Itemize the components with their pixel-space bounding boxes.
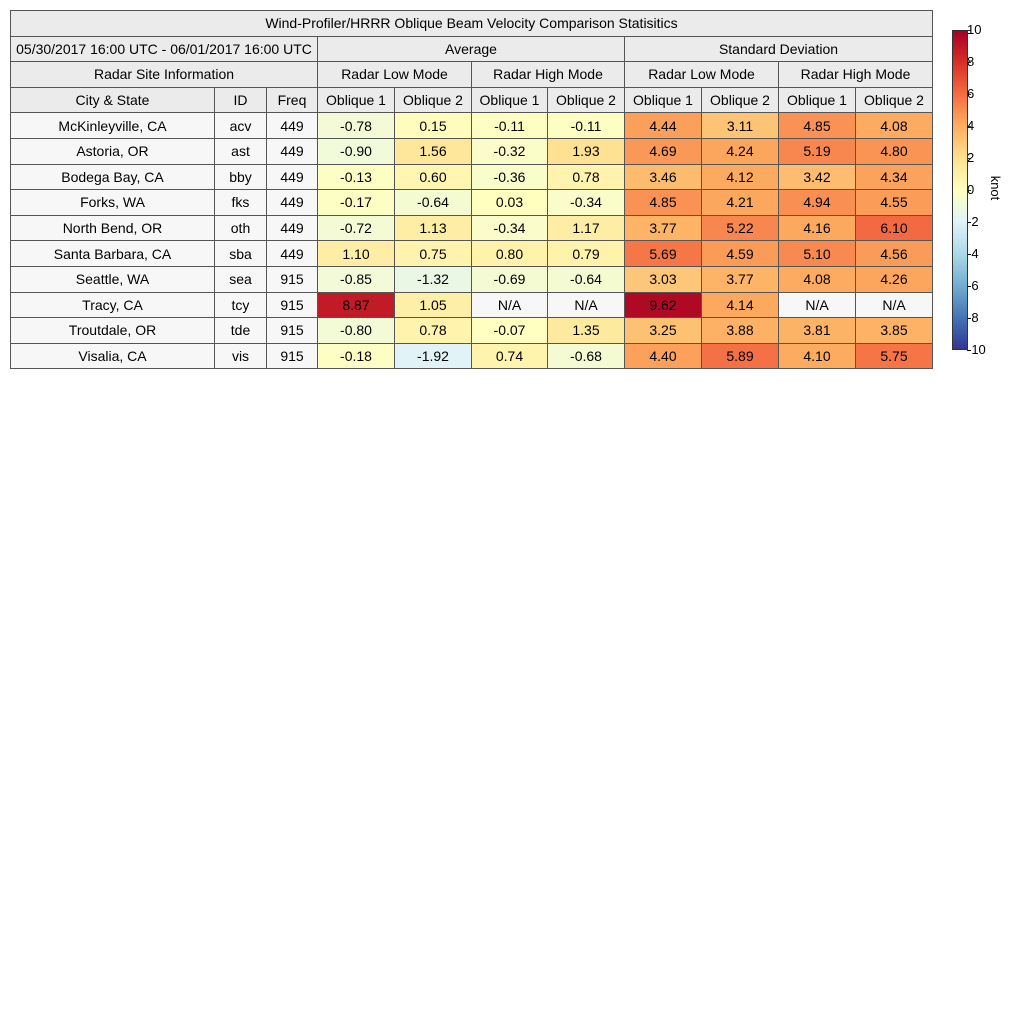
table-row [11, 292, 933, 318]
site-id-cell: acv [215, 113, 267, 139]
site-freq-cell: 449 [267, 215, 318, 241]
value-cell: 0.15 [395, 113, 472, 139]
value-cell: -0.64 [548, 266, 625, 292]
site-id-cell: ast [215, 138, 267, 164]
value-cell: 3.46 [625, 164, 702, 190]
value-cell: 1.17 [548, 215, 625, 241]
value-cell: 4.24 [702, 138, 779, 164]
column-header: Oblique 2 [702, 87, 779, 113]
site-id-cell: vis [215, 343, 267, 369]
value-cell: -0.13 [318, 164, 395, 190]
table-row [11, 164, 933, 190]
site-freq-cell: 449 [267, 241, 318, 267]
site-name-cell: Bodega Bay, CA [11, 164, 215, 190]
date-range: 05/30/2017 16:00 UTC - 06/01/2017 16:00 UTC [11, 36, 318, 62]
site-id-cell: tde [215, 318, 267, 344]
value-cell: 5.69 [625, 241, 702, 267]
site-name-cell: Forks, WA [11, 190, 215, 216]
site-id-cell: sba [215, 241, 267, 267]
site-name-cell: Santa Barbara, CA [11, 241, 215, 267]
site-id-cell: sea [215, 266, 267, 292]
column-header: City & State [11, 87, 215, 113]
value-cell: -0.07 [472, 318, 548, 344]
site-name-cell: Seattle, WA [11, 266, 215, 292]
value-cell: 4.16 [779, 215, 856, 241]
value-cell: 3.88 [702, 318, 779, 344]
column-header: ID [215, 87, 267, 113]
site-id-cell: fks [215, 190, 267, 216]
mode-header: Radar High Mode [779, 62, 933, 88]
value-cell: -1.92 [395, 343, 472, 369]
value-cell: -0.34 [472, 215, 548, 241]
value-cell: -0.36 [472, 164, 548, 190]
site-id-cell: bby [215, 164, 267, 190]
value-cell: -1.32 [395, 266, 472, 292]
value-cell: -0.34 [548, 190, 625, 216]
column-header: Oblique 1 [318, 87, 395, 113]
value-cell: -0.64 [395, 190, 472, 216]
value-cell: -0.90 [318, 138, 395, 164]
value-cell: 5.19 [779, 138, 856, 164]
value-cell: 4.26 [856, 266, 933, 292]
group-stddev: Standard Deviation [625, 36, 933, 62]
value-cell: -0.85 [318, 266, 395, 292]
value-cell: 1.56 [395, 138, 472, 164]
value-cell: -0.18 [318, 343, 395, 369]
value-cell: 1.13 [395, 215, 472, 241]
value-cell: -0.17 [318, 190, 395, 216]
site-name-cell: Troutdale, OR [11, 318, 215, 344]
value-cell: 1.05 [395, 292, 472, 318]
site-freq-cell: 449 [267, 164, 318, 190]
value-cell: -0.11 [548, 113, 625, 139]
value-cell: 3.85 [856, 318, 933, 344]
column-header: Oblique 1 [625, 87, 702, 113]
value-cell: N/A [472, 292, 548, 318]
stats-table [10, 10, 933, 369]
value-cell: 4.59 [702, 241, 779, 267]
mode-header: Radar Low Mode [318, 62, 472, 88]
value-cell: 0.03 [472, 190, 548, 216]
group-average: Average [318, 36, 625, 62]
column-header: Oblique 2 [395, 87, 472, 113]
table-row [11, 138, 933, 164]
value-cell: 0.75 [395, 241, 472, 267]
site-id-cell: tcy [215, 292, 267, 318]
value-cell: -0.69 [472, 266, 548, 292]
column-header: Oblique 1 [472, 87, 548, 113]
site-name-cell: Tracy, CA [11, 292, 215, 318]
value-cell: N/A [548, 292, 625, 318]
value-cell: 4.80 [856, 138, 933, 164]
table-row [11, 343, 933, 369]
site-freq-cell: 449 [267, 113, 318, 139]
value-cell: 5.10 [779, 241, 856, 267]
site-freq-cell: 915 [267, 266, 318, 292]
table-row [11, 190, 933, 216]
column-header: Oblique 1 [779, 87, 856, 113]
site-freq-cell: 915 [267, 292, 318, 318]
value-cell: 4.94 [779, 190, 856, 216]
site-name-cell: Astoria, OR [11, 138, 215, 164]
value-cell: 4.55 [856, 190, 933, 216]
value-cell: 4.21 [702, 190, 779, 216]
site-info-header: Radar Site Information [11, 62, 318, 88]
value-cell: 3.77 [625, 215, 702, 241]
value-cell: 4.85 [779, 113, 856, 139]
value-cell: -0.68 [548, 343, 625, 369]
table-row [11, 241, 933, 267]
value-cell: 0.78 [395, 318, 472, 344]
value-cell: N/A [856, 292, 933, 318]
value-cell: 3.25 [625, 318, 702, 344]
table-row [11, 318, 933, 344]
table-row [11, 113, 933, 139]
value-cell: 4.14 [702, 292, 779, 318]
value-cell: -0.32 [472, 138, 548, 164]
value-cell: 4.12 [702, 164, 779, 190]
value-cell: -0.72 [318, 215, 395, 241]
value-cell: 1.35 [548, 318, 625, 344]
value-cell: 0.79 [548, 241, 625, 267]
value-cell: 3.42 [779, 164, 856, 190]
value-cell: 0.78 [548, 164, 625, 190]
value-cell: 3.03 [625, 266, 702, 292]
table-title: Wind-Profiler/HRRR Oblique Beam Velocity Comparison Statisitics [11, 11, 933, 37]
value-cell: -0.78 [318, 113, 395, 139]
value-cell: 0.80 [472, 241, 548, 267]
value-cell: 5.75 [856, 343, 933, 369]
value-cell: -0.80 [318, 318, 395, 344]
site-freq-cell: 449 [267, 138, 318, 164]
colorbar [952, 30, 968, 350]
value-cell: 3.77 [702, 266, 779, 292]
value-cell: 4.08 [779, 266, 856, 292]
value-cell: 4.08 [856, 113, 933, 139]
site-name-cell: North Bend, OR [11, 215, 215, 241]
value-cell: 0.74 [472, 343, 548, 369]
mode-header: Radar Low Mode [625, 62, 779, 88]
value-cell: 5.89 [702, 343, 779, 369]
site-freq-cell: 915 [267, 343, 318, 369]
value-cell: 5.22 [702, 215, 779, 241]
value-cell: 4.10 [779, 343, 856, 369]
value-cell: 3.11 [702, 113, 779, 139]
value-cell: 4.69 [625, 138, 702, 164]
value-cell: 6.10 [856, 215, 933, 241]
table-row [11, 215, 933, 241]
value-cell: 9.62 [625, 292, 702, 318]
value-cell: 3.81 [779, 318, 856, 344]
site-freq-cell: 449 [267, 190, 318, 216]
value-cell: 4.44 [625, 113, 702, 139]
value-cell: 8.87 [318, 292, 395, 318]
colorbar-unit: knot [988, 175, 1003, 201]
value-cell: 4.85 [625, 190, 702, 216]
column-header: Freq [267, 87, 318, 113]
value-cell: 1.10 [318, 241, 395, 267]
site-freq-cell: 915 [267, 318, 318, 344]
value-cell: -0.11 [472, 113, 548, 139]
value-cell: 4.56 [856, 241, 933, 267]
value-cell: 4.34 [856, 164, 933, 190]
mode-header: Radar High Mode [472, 62, 625, 88]
value-cell: 4.40 [625, 343, 702, 369]
column-header: Oblique 2 [548, 87, 625, 113]
table-row [11, 266, 933, 292]
value-cell: 0.60 [395, 164, 472, 190]
value-cell: 1.93 [548, 138, 625, 164]
value-cell: N/A [779, 292, 856, 318]
column-header: Oblique 2 [856, 87, 933, 113]
site-id-cell: oth [215, 215, 267, 241]
site-name-cell: McKinleyville, CA [11, 113, 215, 139]
site-name-cell: Visalia, CA [11, 343, 215, 369]
